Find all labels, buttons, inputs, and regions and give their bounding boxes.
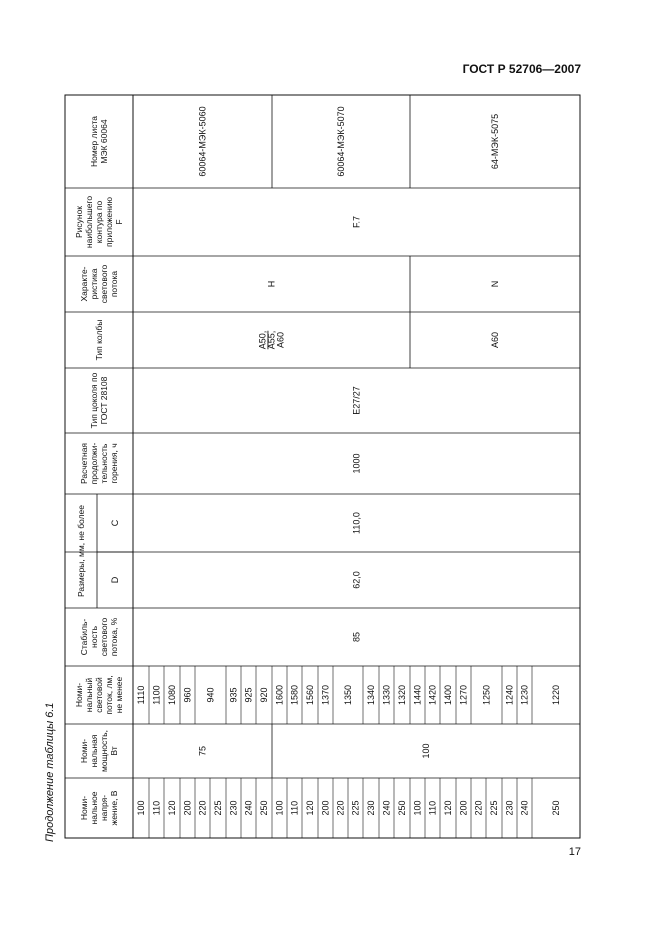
header-flux: не менее — [114, 676, 125, 714]
header-stability: Стабиль- — [78, 618, 89, 656]
header-sheet: МЭК 60064 — [99, 119, 110, 164]
cell-cap: E27/27 — [351, 386, 362, 415]
cell-flux: 1370 — [320, 684, 331, 706]
cell-voltage: 200 — [320, 800, 331, 816]
cell-stability: 85 — [351, 631, 362, 643]
cell-bulb: A50, — [257, 330, 268, 350]
cell-sheet: 60064-МЭК-5060 — [197, 106, 208, 177]
header-stability: потока, % — [109, 617, 120, 657]
cell-bulb: A55, — [266, 330, 277, 350]
cell-flux: 1250 — [481, 684, 492, 706]
header-power: Номи- — [78, 738, 89, 764]
header-cap: Тип цоколя по — [88, 372, 99, 429]
cell-flux: 1330 — [381, 684, 392, 706]
cell-voltage: 220 — [473, 800, 484, 816]
cell-bulb: A60 — [490, 331, 500, 349]
cell-voltage: 230 — [366, 800, 376, 816]
cell-bulb: A60 — [275, 331, 286, 349]
cell-flux: 1400 — [443, 684, 453, 706]
cell-voltage: 240 — [381, 800, 392, 816]
cell-dim-c: 110,0 — [351, 512, 362, 534]
header-power: мощность, — [99, 730, 110, 772]
cell-flux: 1600 — [274, 684, 285, 706]
cell-voltage: 225 — [213, 800, 223, 816]
cell-voltage: 120 — [443, 800, 453, 816]
header-flux-char: Характе- — [78, 266, 89, 302]
cell-voltage: 220 — [197, 800, 208, 816]
cell-flux: 1240 — [504, 684, 515, 706]
cell-flux: 1350 — [343, 684, 353, 706]
header-voltage: Номи- — [78, 795, 89, 821]
header-flux: поток, лм, — [104, 675, 115, 715]
cell-flux-char: H — [266, 280, 277, 288]
header-contour: наибольшего — [83, 195, 94, 249]
cell-voltage: 100 — [274, 800, 285, 816]
cell-dim-d: 62,0 — [351, 571, 362, 589]
header-flux-char: ристика — [88, 268, 99, 300]
cell-voltage: 240 — [519, 800, 530, 816]
cell-voltage: 240 — [243, 800, 254, 816]
cell-voltage: 250 — [259, 800, 269, 816]
header-stability: светового — [99, 617, 110, 657]
header-life: продолжи- — [88, 442, 99, 485]
cell-contour: F.7 — [351, 215, 362, 229]
header-sheet: Номер листа — [88, 115, 99, 168]
cell-flux: 1420 — [427, 684, 438, 706]
header-contour: Рисунок — [73, 205, 84, 239]
header-stability: ность — [88, 626, 99, 648]
cell-flux: 1230 — [519, 684, 530, 706]
header-power: нальная — [88, 734, 99, 768]
header-contour: контура по — [94, 200, 104, 244]
cell-flux: 935 — [228, 687, 239, 703]
cell-voltage: 110 — [289, 800, 300, 816]
cell-voltage: 200 — [182, 800, 193, 816]
cell-voltage: 110 — [427, 800, 438, 816]
cell-power: 75 — [197, 745, 208, 757]
cell-flux: 1320 — [397, 684, 407, 706]
cell-flux: 1080 — [167, 684, 177, 706]
cell-flux: 1340 — [366, 684, 376, 706]
header-life: горения, ч — [109, 443, 120, 484]
cell-voltage: 120 — [305, 800, 315, 816]
header-dim-c: C — [110, 519, 120, 527]
cell-flux: 960 — [182, 687, 193, 703]
cell-voltage: 120 — [167, 800, 177, 816]
cell-flux: 1560 — [305, 684, 315, 706]
header-power: Вт — [109, 746, 120, 756]
header-voltage: жение, В — [109, 790, 120, 826]
page-number: 17 — [568, 846, 581, 858]
cell-voltage: 225 — [489, 800, 499, 816]
header-life: тельность — [99, 443, 110, 484]
cell-voltage: 250 — [551, 800, 561, 816]
header-flux: нальный — [83, 677, 94, 713]
cell-voltage: 100 — [136, 800, 146, 816]
cell-flux: 1110 — [136, 685, 146, 705]
cell-voltage: 220 — [335, 800, 346, 816]
cell-life: 1000 — [351, 453, 362, 474]
cell-flux: 1440 — [412, 684, 423, 706]
document-header: ГОСТ Р 52706—2007 — [462, 62, 581, 76]
cell-flux: 1100 — [151, 685, 162, 705]
header-bulb: Тип колбы — [94, 319, 104, 361]
cell-power: 100 — [421, 743, 431, 759]
cell-flux: 1580 — [289, 684, 300, 706]
cell-sheet: 64-МЭК-5075 — [490, 113, 500, 170]
cell-voltage: 100 — [412, 800, 423, 816]
header-voltage: нальное — [88, 791, 99, 825]
header-dim-d: D — [110, 576, 120, 584]
cell-flux: 940 — [205, 687, 216, 703]
header-flux: световой — [94, 677, 104, 713]
header-life: Расчетная — [78, 442, 89, 485]
cell-flux-char: N — [490, 280, 500, 288]
header-flux: Номи- — [73, 682, 84, 708]
cell-flux: 1220 — [551, 684, 561, 706]
cell-voltage: 200 — [458, 800, 469, 816]
table-caption: Продолжение таблицы 6.1 — [44, 702, 56, 842]
header-contour: F — [114, 219, 125, 225]
cell-voltage: 225 — [350, 800, 361, 816]
cell-flux: 920 — [259, 687, 269, 703]
header-contour: приложению — [104, 197, 115, 247]
header-dims-group: Размеры, мм, не более — [76, 504, 86, 598]
cell-voltage: 250 — [397, 800, 407, 816]
cell-sheet: 60064-МЭК-5070 — [336, 106, 346, 177]
header-flux-char: потока — [109, 270, 120, 298]
cell-voltage: 230 — [504, 800, 515, 816]
header-flux-char: светового — [99, 264, 110, 304]
cell-flux: 1270 — [458, 684, 469, 706]
cell-voltage: 230 — [228, 800, 239, 816]
cell-flux: 925 — [243, 687, 254, 703]
cell-voltage: 110 — [151, 800, 162, 816]
header-voltage: напря- — [99, 794, 110, 822]
table-border — [65, 95, 580, 838]
header-cap: ГОСТ 28108 — [99, 376, 110, 425]
